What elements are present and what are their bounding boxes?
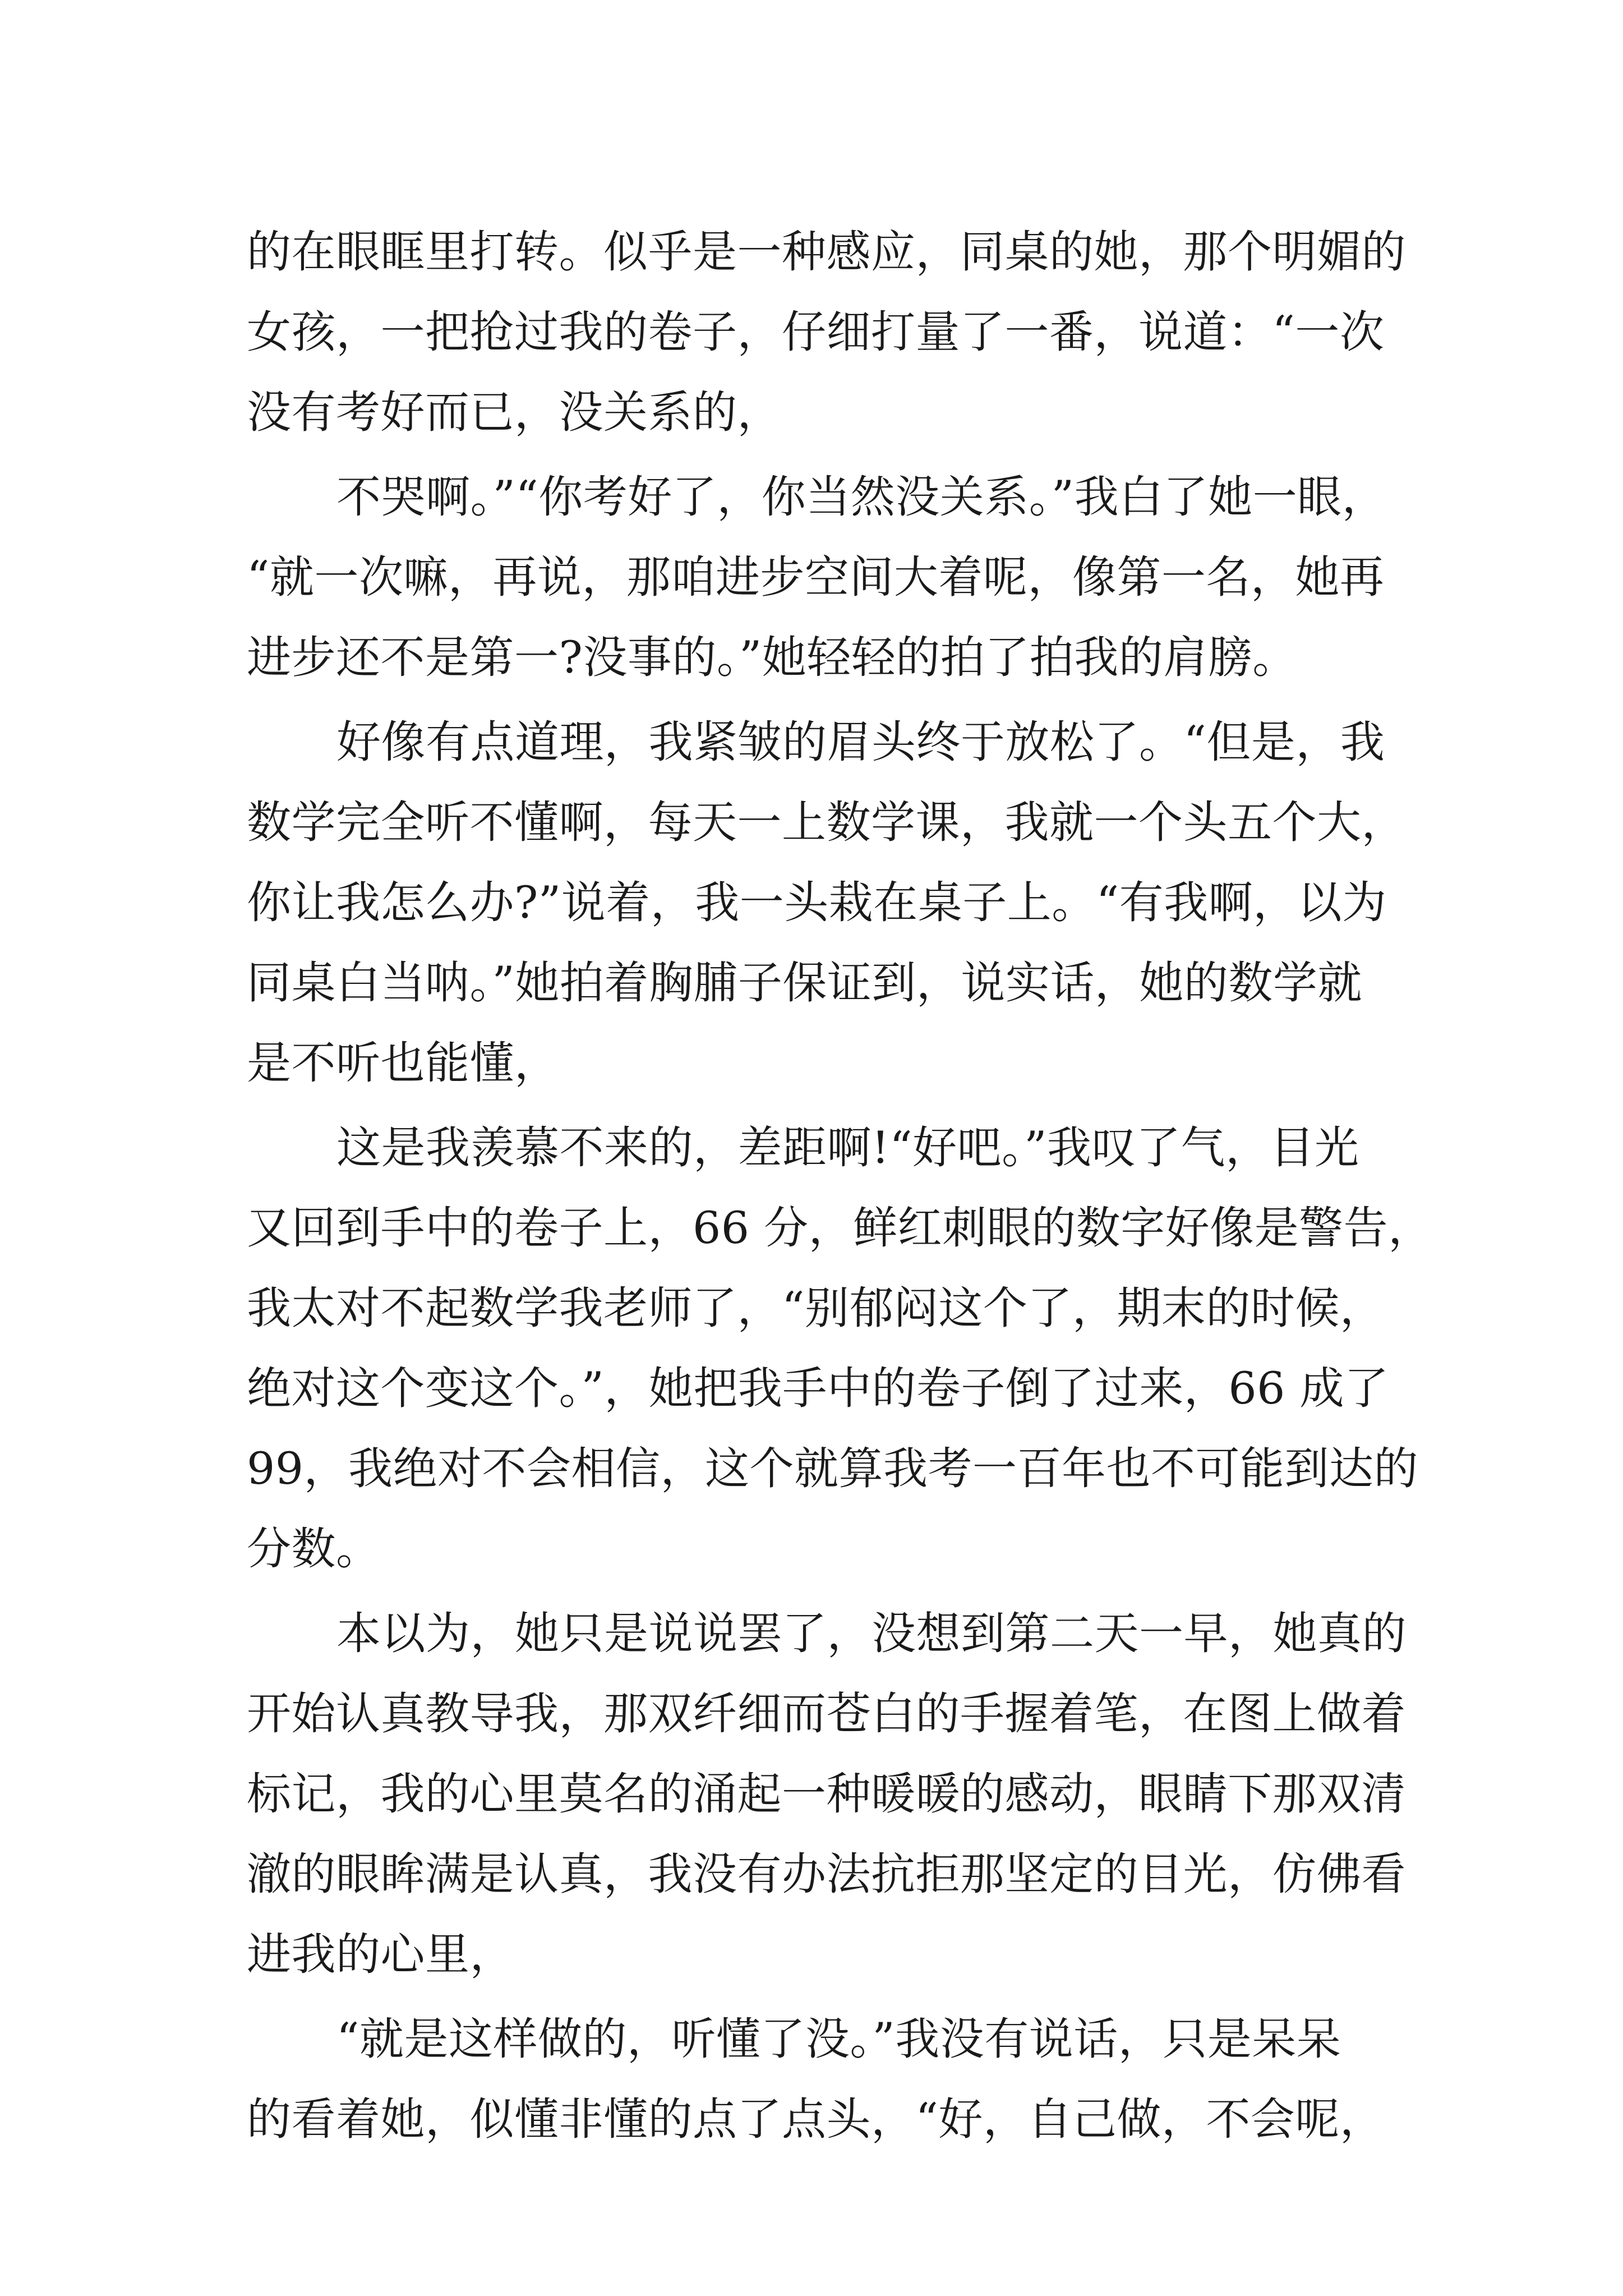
text-line: 99，我绝对不会相信，这个就算我考一百年也不可能到达的 [247, 1443, 1419, 1494]
text-line: 又回到手中的卷子上，66 分，鲜红刺眼的数字好像是警告， [247, 1202, 1433, 1254]
text-line: 数学完全听不懂啊，每天一上数学课，我就一个头五个大， [247, 797, 1406, 848]
text-line: 好像有点道理，我紧皱的眉头终于放松了。“但是，我 [336, 716, 1385, 768]
text-line: 进步还不是第一?没事的。”她轻轻的拍了拍我的肩膀。 [247, 632, 1297, 683]
paragraph [247, 212, 1430, 453]
text-line: 我太对不起数学我老师了，“别郁闷这个了，期末的时候， [247, 1282, 1385, 1334]
text-line: 分数。 [247, 1523, 381, 1575]
paragraph [247, 1999, 1430, 2160]
text-line: 女孩，一把抢过我的卷子，仔细打量了一番，说道：“一次 [247, 306, 1385, 358]
text-line: 的看着她，似懂非懂的点了点头，“好，自己做，不会呢， [247, 2093, 1385, 2145]
paragraph-gap [247, 1103, 1430, 1108]
text-line: 标记，我的心里莫名的涌起一种暖暖的感动，眼睛下那双清 [247, 1768, 1406, 1820]
text-line: 你让我怎么办?”说着，我一头栽在桌子上。“有我啊，以为 [247, 877, 1387, 928]
text-line: 开始认真教导我，那双纤细而苍白的手握着笔，在图上做着 [247, 1688, 1406, 1740]
text-line: 的在眼眶里打转。似乎是一种感应，同桌的她，那个明媚的 [247, 226, 1406, 278]
text-line: “就是这样做的，听懂了没。”我没有说话，只是呆呆 [336, 2013, 1341, 2065]
paragraph-gap [247, 453, 1430, 457]
text-line: 这是我羡慕不来的，差距啊!“好吧。”我叹了气，目光 [336, 1122, 1359, 1174]
text-line: 不哭啊。”“你考好了，你当然没关系。”我白了她一眼， [336, 471, 1387, 523]
paragraph-gap [247, 1589, 1430, 1594]
paragraph [247, 457, 1430, 698]
paragraph [247, 1594, 1430, 1995]
paragraph [247, 702, 1430, 1103]
text-line: 同桌白当呐。”她拍着胸脯子保证到，说实话，她的数学就 [247, 957, 1362, 1009]
text-line: 绝对这个变这个。”，她把我手中的卷子倒了过来，66 成了 [247, 1363, 1389, 1414]
text-line: 没有考好而已，没关系的， [247, 386, 782, 438]
text-line: 本以为，她只是说说罢了，没想到第二天一早，她真的 [336, 1608, 1407, 1659]
text-line: “就一次嘛，再说，那咱进步空间大着呢，像第一名，她再 [247, 551, 1385, 603]
text-line: 澈的眼眸满是认真，我没有办法抗拒那坚定的目光，仿佛看 [247, 1848, 1406, 1900]
document-body [247, 212, 1433, 2160]
paragraph-gap [247, 1995, 1430, 1999]
text-line: 进我的心里， [247, 1929, 514, 1980]
paragraph [247, 1108, 1433, 1589]
text-line: 是不听也能懂， [247, 1037, 559, 1089]
paragraph-gap [247, 698, 1430, 702]
